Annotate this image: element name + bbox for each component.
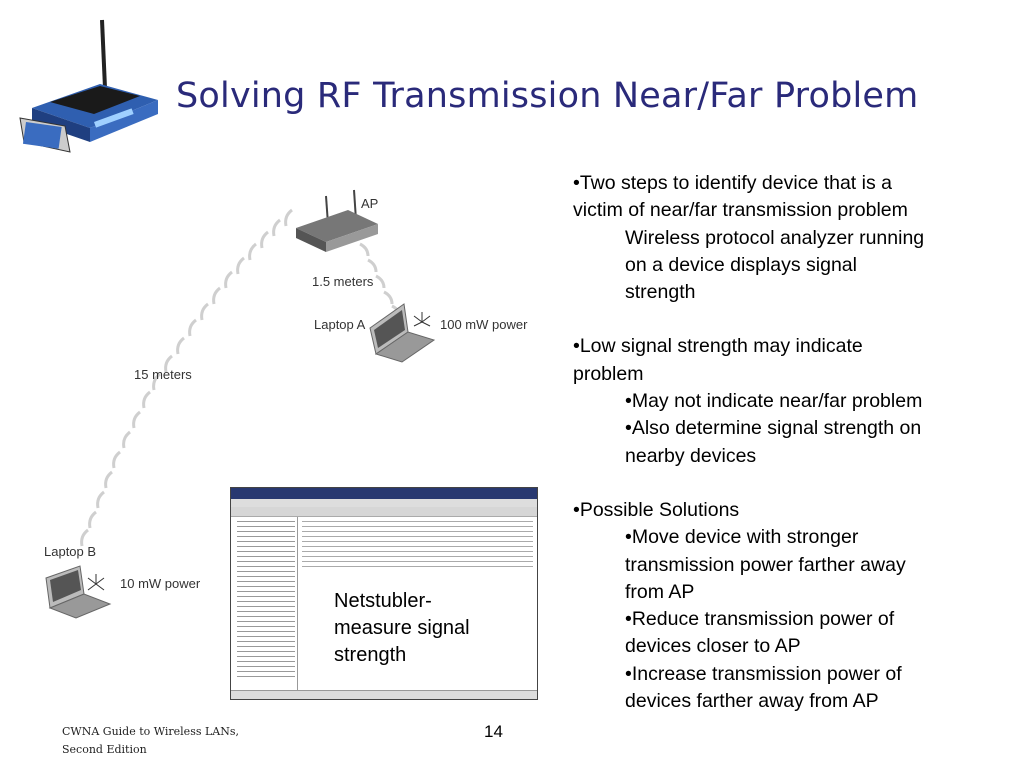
laptop-b-label: Laptop B <box>44 544 97 559</box>
footer-line: CWNA Guide to Wireless LANs, <box>62 725 239 738</box>
caption-line: strength <box>334 644 407 666</box>
laptop-a-label: Laptop A <box>314 317 366 332</box>
laptop-b-icon <box>46 566 110 618</box>
bullet-line: •Low signal strength may indicate <box>573 335 863 358</box>
bullet-line: •Increase transmission power of <box>625 662 902 685</box>
bullet-line: on a device displays signal <box>625 253 857 276</box>
screenshot-caption <box>334 588 494 669</box>
bullet-line: •May not indicate near/far problem <box>625 390 923 413</box>
caption-line: Netstubler- <box>334 590 432 612</box>
footer-book-title <box>62 723 239 759</box>
laptop-b-power-label: 10 mW power <box>120 576 201 591</box>
bullet-gap <box>573 306 993 333</box>
footer-line: Second Edition <box>62 743 147 756</box>
distance-ap-b-label: 15 meters <box>134 367 192 382</box>
bullet-line: victim of near/far transmission problem <box>573 199 908 222</box>
bullet-line: •Also determine signal strength on <box>625 417 922 440</box>
bullet-line: devices closer to AP <box>625 635 801 658</box>
bullet-line: •Move device with stronger <box>625 526 859 549</box>
laptop-a-icon <box>370 304 434 362</box>
bullet-line: transmission power farther away <box>625 553 906 576</box>
screenshot-tree-pane <box>231 517 298 691</box>
screenshot-statusbar <box>231 690 537 699</box>
distance-ap-a-label: 1.5 meters <box>312 274 374 289</box>
bullet-line: •Two steps to identify device that is a <box>573 172 892 194</box>
signal-waves-icon <box>88 574 104 590</box>
slide-title: Solving RF Transmission Near/Far Problem <box>176 76 919 116</box>
bullet-list <box>573 170 993 715</box>
laptop-a-power-label: 100 mW power <box>440 317 528 332</box>
bullet-line: problem <box>573 362 644 385</box>
bullet-line: from AP <box>625 580 695 603</box>
caption-line: measure signal <box>334 617 470 639</box>
ap-label: AP <box>361 196 379 211</box>
signal-waves-icon <box>414 312 430 326</box>
bullet-line: •Possible Solutions <box>573 498 740 521</box>
bullet-gap <box>573 470 993 497</box>
screenshot-toolbar <box>231 507 537 517</box>
screenshot-titlebar <box>231 488 537 499</box>
bullet-line: Wireless protocol analyzer running <box>625 226 925 249</box>
bullet-line: •Reduce transmission power of <box>625 608 895 631</box>
screenshot-menubar <box>231 499 537 507</box>
bullet-line: strength <box>625 281 696 304</box>
router-logo-icon <box>10 10 160 160</box>
page-number: 14 <box>484 722 503 741</box>
bullet-line: devices farther away from AP <box>625 690 879 713</box>
bullet-line: nearby devices <box>625 444 757 467</box>
